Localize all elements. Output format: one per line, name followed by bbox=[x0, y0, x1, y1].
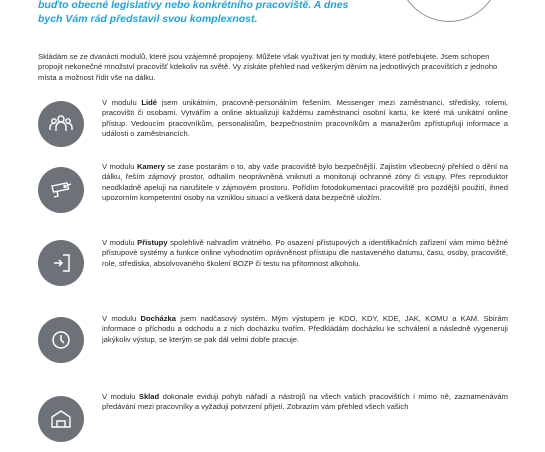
module-name: Sklad bbox=[138, 392, 160, 401]
module-name: Přístupy bbox=[137, 238, 168, 247]
module-text: V modulu Lidé jsem unikátním, pracovně-personálním řešením. Messenger mezi zaměstnanci, středisky, rolemi, pracovišti či osobami. Vytvářím a online aktualizuji každému zaměstnanci osobní kartu, ke které má unikátní online přístup. Vedoucím pracovníkům, personalistům, bezpečnostním pracovníkům a manažerům zpřístupňuji informace a události o zaměstnancích. bbox=[102, 98, 508, 138]
module-name: Docházka bbox=[140, 314, 176, 323]
clock-icon bbox=[38, 317, 84, 363]
module-lide bbox=[38, 98, 508, 158]
module-dochazka bbox=[38, 314, 508, 374]
module-text: V modulu Kamery se zase postarám o to, aby vaše pracoviště bylo bezpečnější. Zajistím všeobecný přehled o dění na dálku, řeším zájmový prostor, odhalím neoprávněná vniknutí a monitoruji ochranné zóny či vstupy. Přes reproduktor neodkladně apeluji na narušitele v zájmovém prostoru. Pořídím fotodokumentaci pracoviště pro pozdější použití, ihned upozorním kompetentní osoby na vzniklou situaci a veškerá data bezpečně uložím. bbox=[102, 162, 508, 202]
module-text: V modulu Sklad dokonale eviduji pohyb nářadí a nástrojů na všech vašich pracovištích i mimo ně, zaznamenávám předávání mezi pracovníky a vyžaduji potvrzení přijetí. Zobrazím vám přehled všech vašich bbox=[102, 392, 508, 412]
warehouse-icon bbox=[38, 396, 84, 442]
module-name: Lidé bbox=[141, 98, 157, 107]
module-name: Kamery bbox=[136, 162, 165, 171]
access-icon bbox=[38, 240, 84, 286]
header-text: buďto obecné legislativy nebo konkrétního pracoviště. A dnes bych Vám rád představil svou komplexnost. bbox=[38, 0, 349, 25]
module-sklad bbox=[38, 392, 508, 452]
module-kamery bbox=[38, 162, 508, 222]
header-logo-circle bbox=[398, 0, 500, 22]
module-text: V modulu Přístupy spolehlivě nahradím vrátného. Po osazení přístupových a identifikačních zařízení vám mimo běžné přístupové systémy a funkce online vyhodnotím oprávněnost přístupu dle nastaveného datumu, času, osoby, pracoviště, role, střediska, absolvovaného školení BOZP či testu na přítomnost alkoholu. bbox=[102, 238, 508, 268]
camera-icon bbox=[38, 167, 84, 213]
module-pristupy bbox=[38, 238, 508, 298]
intro-paragraph: Skládám se ze dvanácti modulů, které jsou vzájemně propojeny. Můžete však využívat jen ty moduly, které potřebujete. Jsem schopen propojit nekonečné množství pracovišť kdekoliv na světě. Vy získáte přehled nad veškerým děním na jednotlivých pracovištích z jednoho místa a možnost řídit vše na dálku. bbox=[38, 52, 498, 82]
people-icon bbox=[38, 101, 84, 147]
module-text: V modulu Docházka jsem nadčasový systém. Mým výstupem je KDO, KDY, KDE, JAK, KOMU a KAM. Sbírám informace o příchodu a odchodu a z nich docházku tvořím. Předkládám docházku ke schválení a následně vygeneruji jakýkoliv výstup, se kterým se pak dál velmi dobře pracuje. bbox=[102, 314, 508, 344]
